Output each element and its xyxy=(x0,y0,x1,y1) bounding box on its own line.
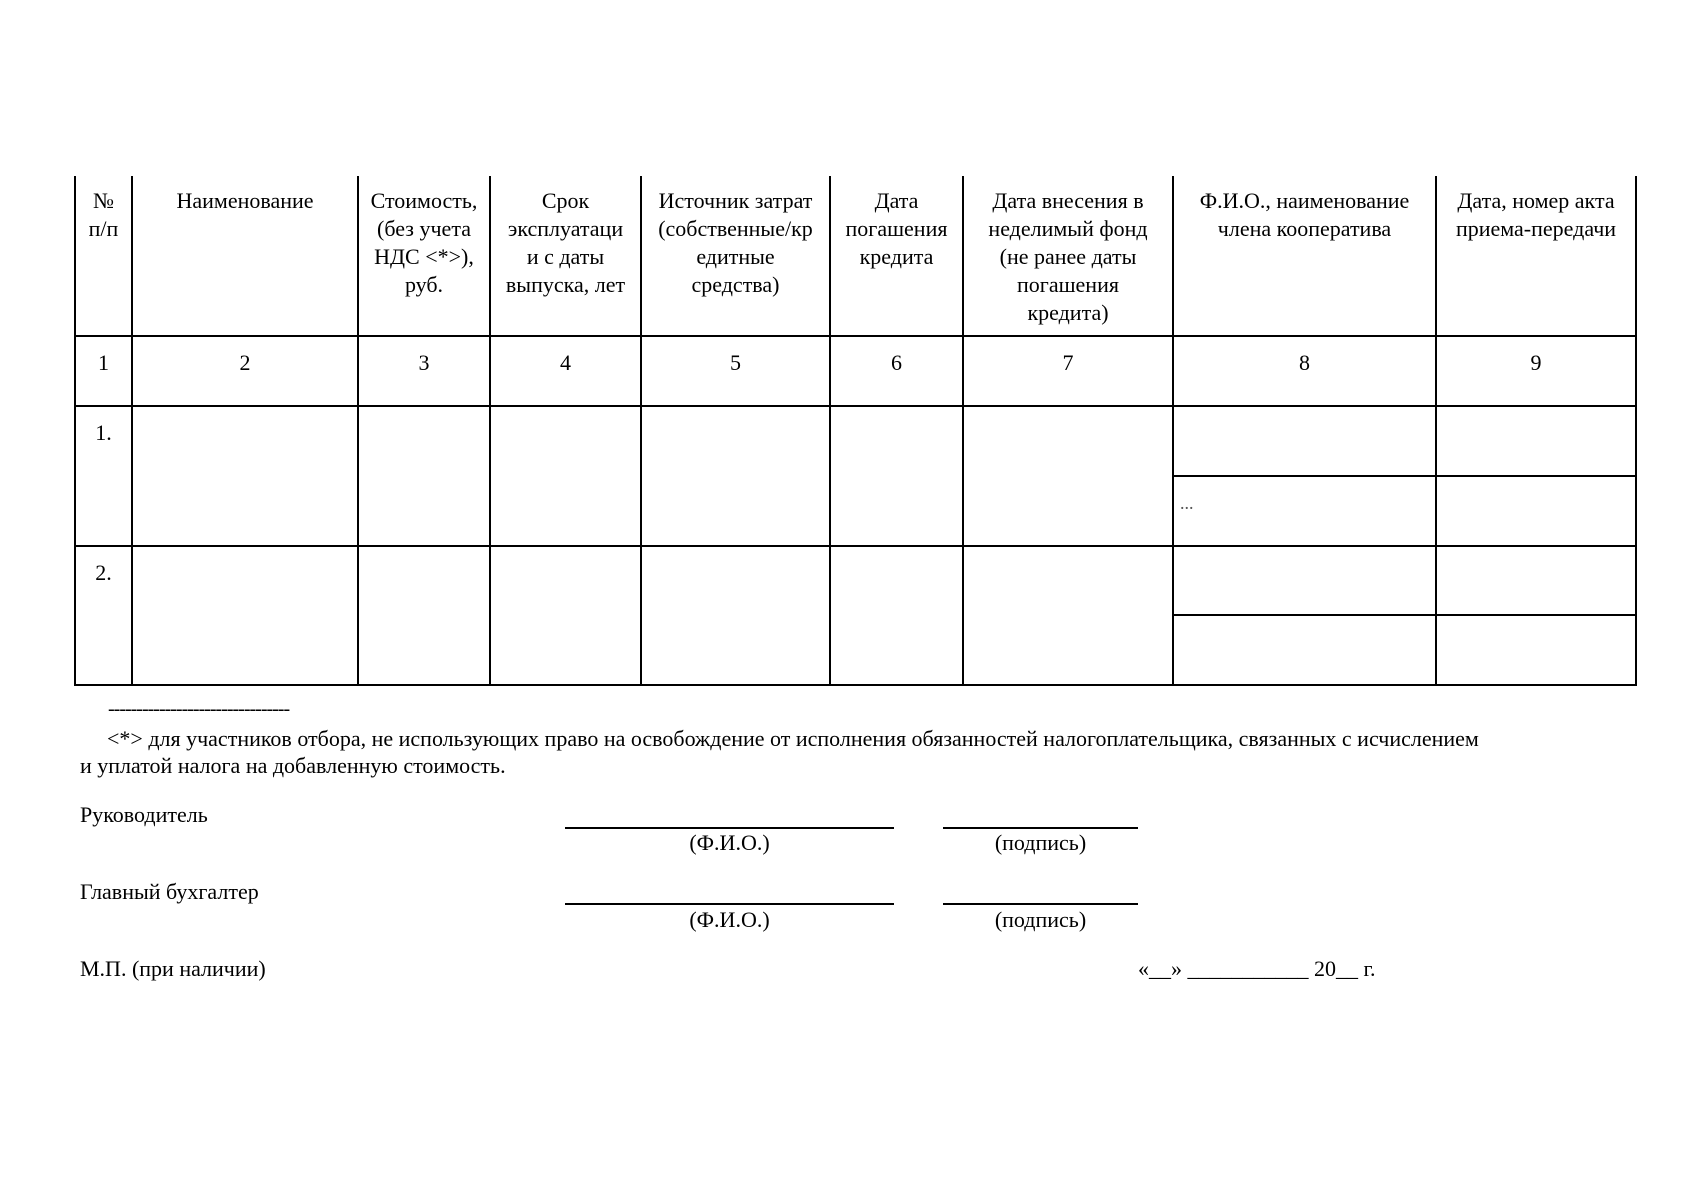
director-signature-caption: (подпись) xyxy=(994,830,1087,855)
accountant-fio-line xyxy=(565,903,894,905)
header-cell-fund-date: Дата внесения в неделимый фонд (не ранее даты погашения кредита) xyxy=(988,188,1148,325)
accountant-signature-line xyxy=(943,903,1138,905)
footnote-text-line1: <*> для участников отбора, не использующих право на освобождение от исполнения обязанностей налогоплательщика, связанных с исчислением xyxy=(107,726,1479,751)
director-fio-caption: (Ф.И.О.) xyxy=(689,830,770,855)
table-line xyxy=(74,405,1637,407)
header-cell-member-name: Ф.И.О., наименование члена кооператива xyxy=(1199,188,1410,241)
column-number: 4 xyxy=(560,350,571,375)
table-line xyxy=(74,684,1637,686)
accountant-label: Главный бухгалтер xyxy=(80,879,259,904)
table-line xyxy=(131,176,133,686)
header-cell-service-life: Срок эксплуатаци и с даты выпуска, лет xyxy=(505,188,626,297)
stamp-label: М.П. (при наличии) xyxy=(80,956,266,981)
table-line xyxy=(74,545,1637,547)
table-line xyxy=(1173,614,1637,616)
row-number: 2. xyxy=(95,560,112,585)
row-sub-entry: ... xyxy=(1180,493,1194,513)
header-cell-repayment-date: Дата погашения кредита xyxy=(845,188,948,269)
column-number: 3 xyxy=(418,350,430,375)
column-number: 1 xyxy=(98,350,109,375)
header-cell-funding-source: Источник затрат (собственные/кр едитные средства) xyxy=(658,188,813,297)
accountant-signature-caption: (подпись) xyxy=(994,907,1087,932)
header-cell-name: Наименование xyxy=(176,188,314,213)
footnote-separator: -------------------------------- xyxy=(108,698,290,720)
header-cell-cost: Стоимость, (без учета НДС <*>), руб. xyxy=(370,188,478,297)
column-number: 5 xyxy=(730,350,741,375)
table-line xyxy=(1173,475,1637,477)
accountant-fio-caption: (Ф.И.О.) xyxy=(689,907,770,932)
table-line xyxy=(1172,176,1174,686)
table-line xyxy=(74,335,1637,337)
column-number: 7 xyxy=(1062,350,1074,375)
table-line xyxy=(1435,176,1437,686)
header-cell-number: № п/п xyxy=(88,188,119,241)
date-field: «__» ___________ 20__ г. xyxy=(1138,956,1376,981)
director-label: Руководитель xyxy=(80,802,208,827)
row-number: 1. xyxy=(95,420,112,445)
column-number: 6 xyxy=(891,350,902,375)
table-line xyxy=(1635,176,1637,686)
column-number: 2 xyxy=(239,350,251,375)
header-cell-transfer-act: Дата, номер акта приема-передачи xyxy=(1455,188,1617,241)
footnote-text-line2: и уплатой налога на добавленную стоимость. xyxy=(80,753,506,778)
column-number: 9 xyxy=(1530,350,1542,375)
column-number: 8 xyxy=(1299,350,1310,375)
